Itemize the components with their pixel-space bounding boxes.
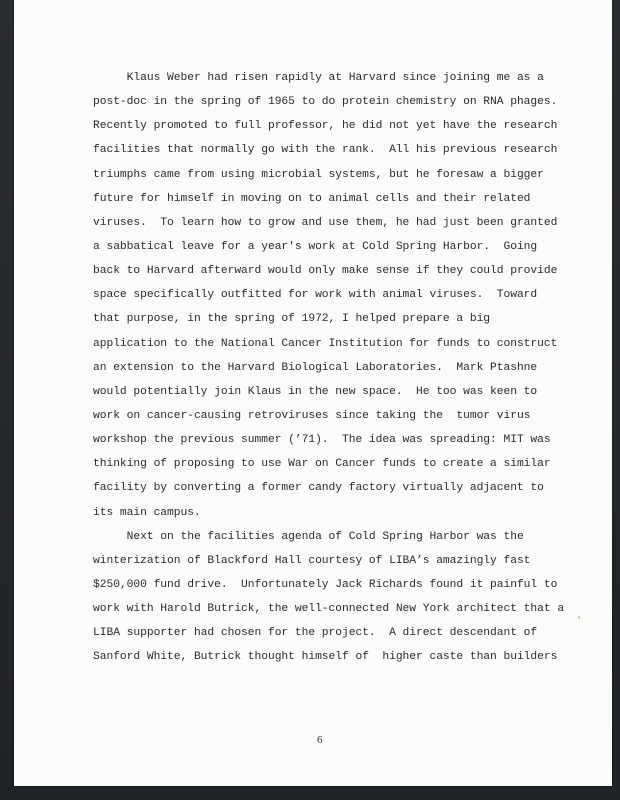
text-line: post-doc in the spring of 1965 to do protein chemistry on RNA phages. bbox=[93, 96, 558, 109]
text-line: would potentially join Klaus in the new space. He too was keen to bbox=[93, 385, 538, 398]
text-line: viruses. To learn how to grow and use them, he had just been granted bbox=[93, 216, 558, 229]
text-line: Sanford White, Butrick thought himself of higher caste than builders bbox=[93, 651, 558, 664]
text-line: application to the National Cancer Institution for funds to construct bbox=[93, 337, 558, 350]
text-line: Klaus Weber had risen rapidly at Harvard since joining me as a bbox=[93, 72, 544, 84]
body-text bbox=[93, 66, 563, 670]
text-line: its main campus. bbox=[93, 506, 201, 519]
text-line: Recently promoted to full professor, he did not yet have the research bbox=[93, 120, 558, 133]
text-line: winterization of Blackford Hall courtesy of LIBA’s amazingly fast bbox=[93, 554, 531, 567]
text-line: back to Harvard afterward would only make sense if they could provide bbox=[93, 265, 558, 278]
text-line: workshop the previous summer (’71). The idea was spreading: MIT was bbox=[93, 434, 551, 447]
text-line: a sabbatical leave for a year's work at Cold Spring Harbor. Going bbox=[93, 240, 538, 253]
text-line: triumphs came from using microbial systems, but he foresaw a bigger bbox=[93, 168, 544, 181]
text-line: LIBA supporter had chosen for the project. A direct descendant of bbox=[93, 627, 538, 640]
text-line: space specifically outfitted for work with animal viruses. Toward bbox=[93, 289, 538, 302]
text-line: facilities that normally go with the rank. All his previous research bbox=[93, 144, 558, 157]
text-line: future for himself in moving on to animal cells and their related bbox=[93, 192, 531, 205]
text-line: $250,000 fund drive. Unfortunately Jack Richards found it painful to bbox=[93, 578, 558, 591]
text-line: work on cancer-causing retroviruses since taking the tumor virus bbox=[93, 409, 531, 422]
text-line: thinking of proposing to use War on Cancer funds to create a similar bbox=[93, 458, 551, 471]
text-line: an extension to the Harvard Biological Laboratories. Mark Ptashne bbox=[93, 361, 538, 374]
manuscript-page bbox=[14, 0, 612, 786]
page-number: 6 bbox=[317, 734, 323, 746]
text-line: facility by converting a former candy factory virtually adjacent to bbox=[93, 482, 544, 495]
text-line: that purpose, in the spring of 1972, I helped prepare a big bbox=[93, 313, 491, 326]
paper-speck bbox=[578, 616, 580, 619]
text-line: Next on the facilities agenda of Cold Spring Harbor was the bbox=[93, 530, 524, 543]
text-line: work with Harold Butrick, the well-connected New York architect that a bbox=[93, 603, 565, 616]
